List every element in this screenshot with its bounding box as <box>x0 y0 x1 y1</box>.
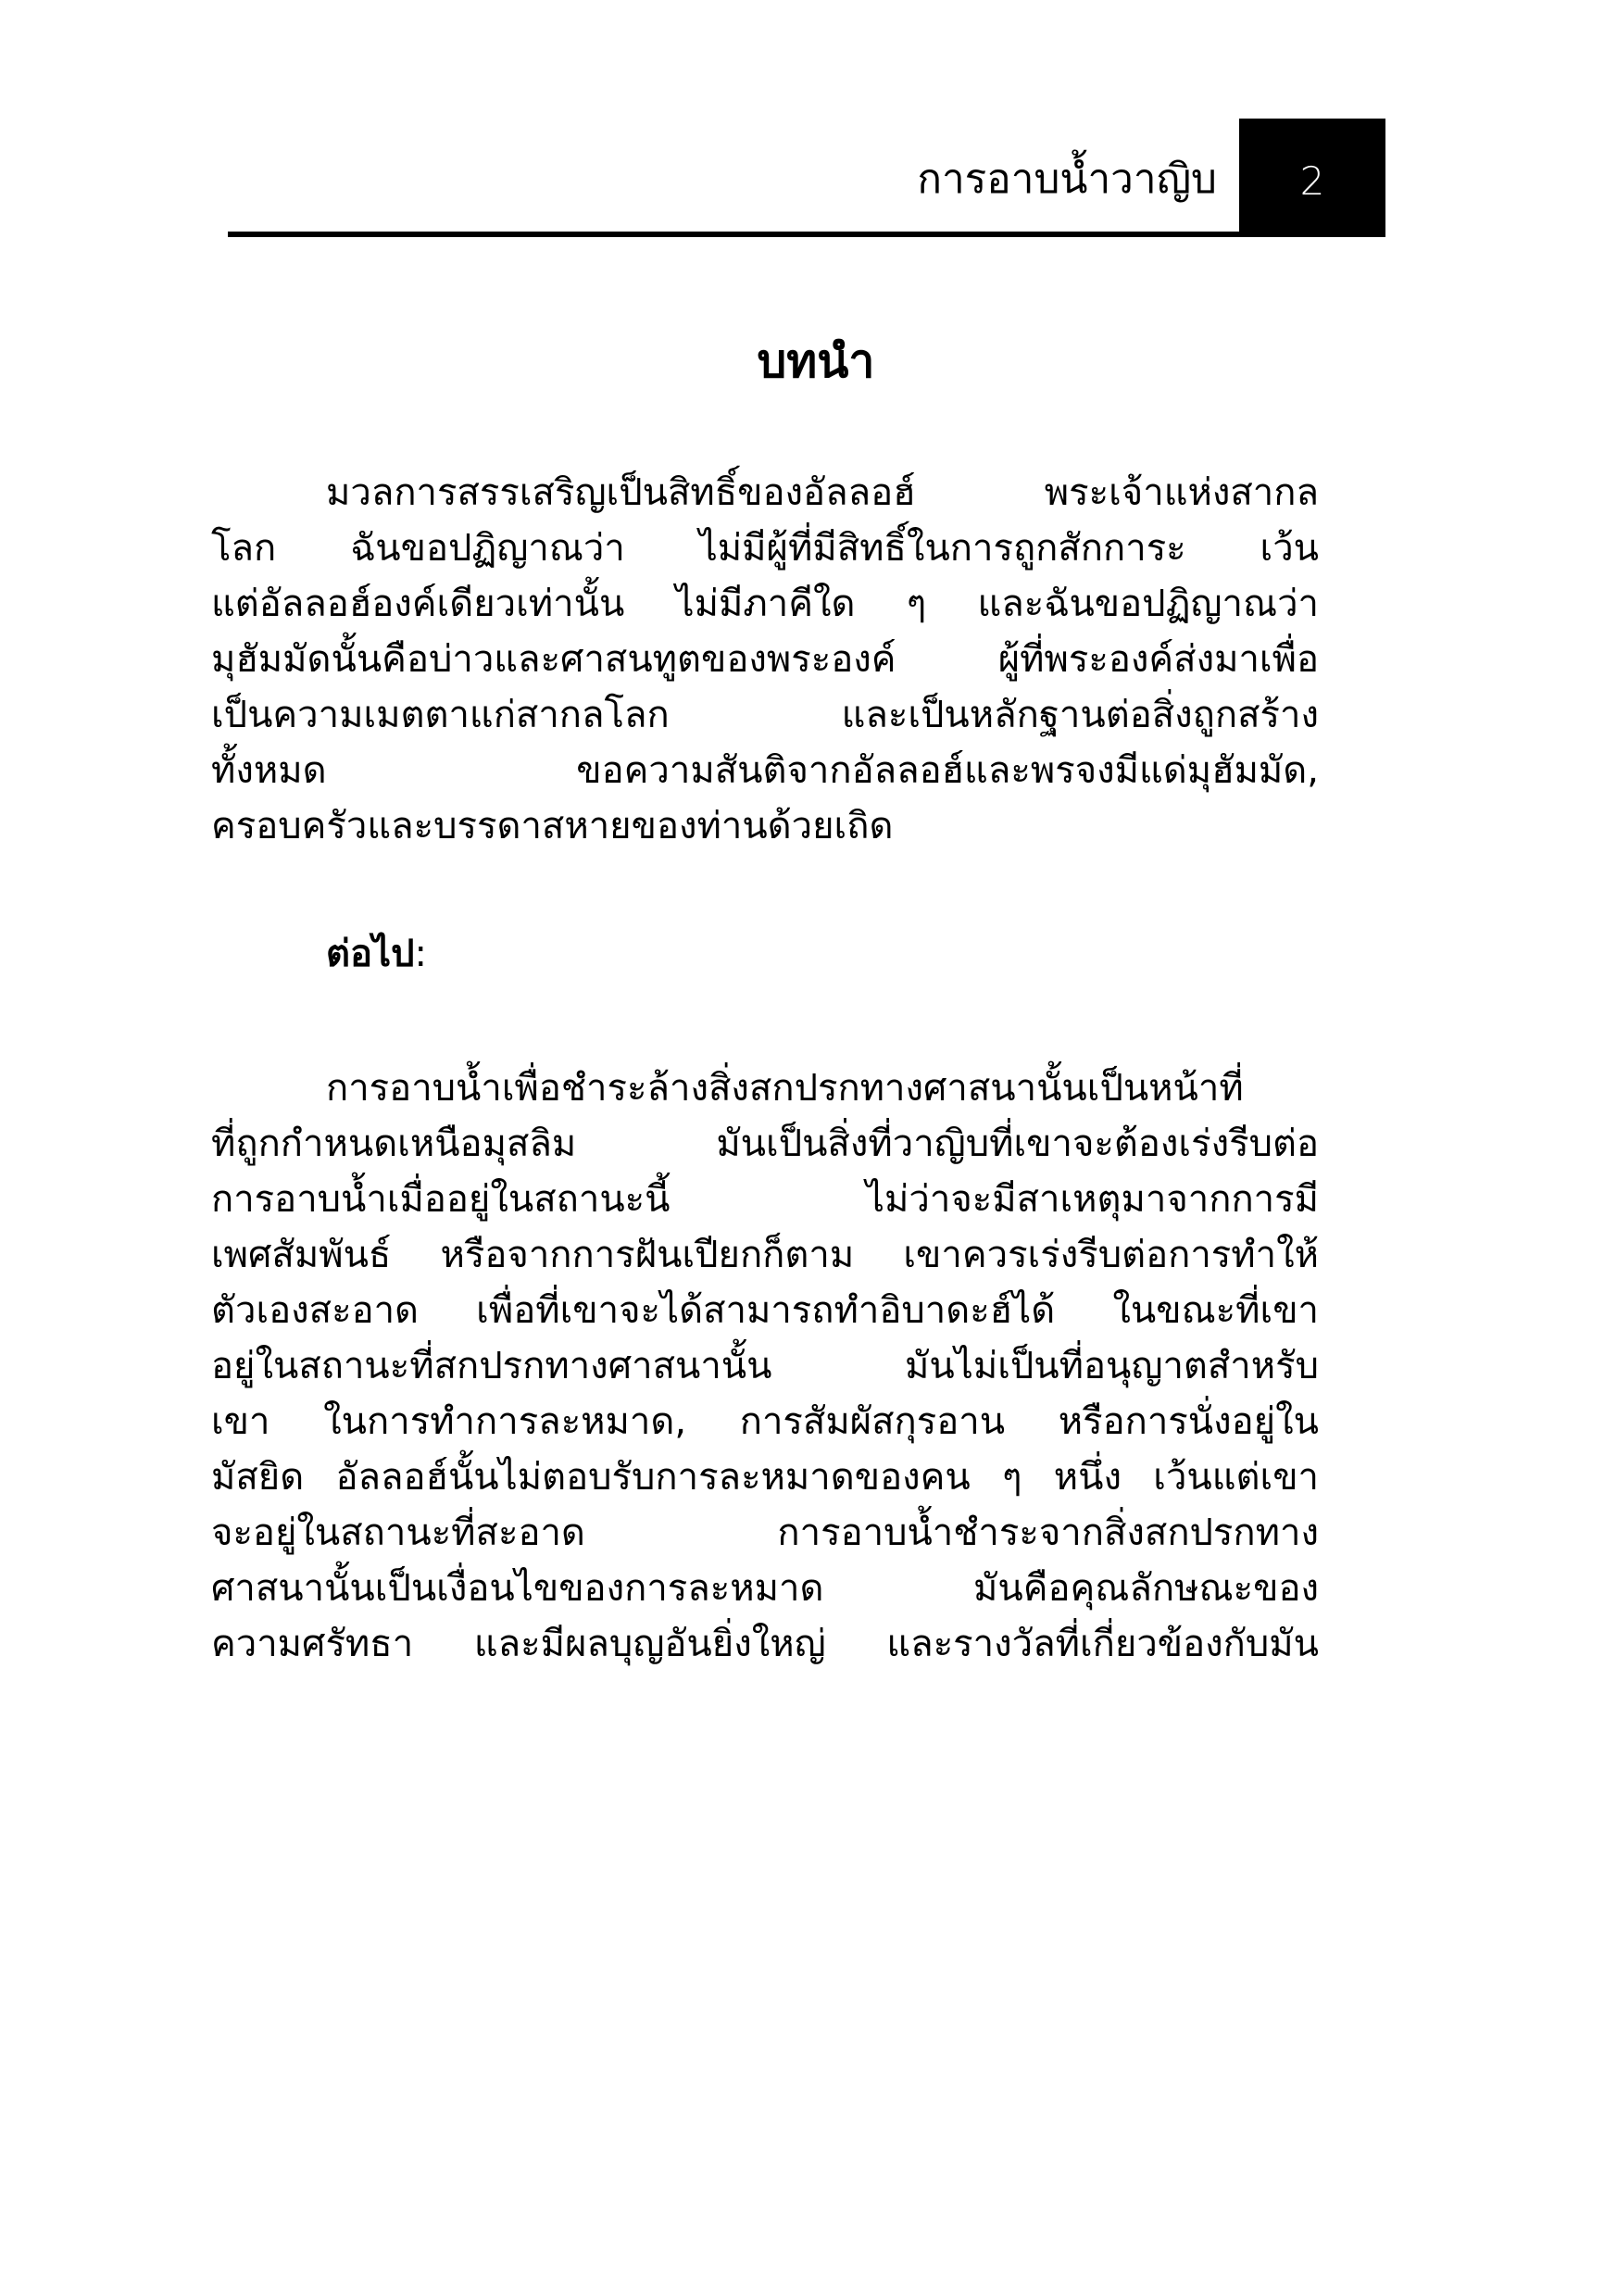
paragraph-line: ทั้งหมด ขอความสันติจากอัลลอฮ์และพรจงมีแด่มุฮัมมัด, <box>211 749 1319 792</box>
paragraph-line: แต่อัลลอฮ์องค์เดียวเท่านั้น ไม่มีภาคีใด ๆ และฉันขอปฏิญาณว่า <box>211 583 1319 625</box>
subheading-text: ต่อไป <box>326 933 415 975</box>
paragraph-line: ความศรัทธา และมีผลบุญอันยิ่งใหญ่ และรางวัลที่เกี่ยวข้องกับมัน <box>211 1623 1319 1665</box>
paragraph-line: มัสยิด อัลลอฮ์นั้นไม่ตอบรับการละหมาดของคน ๆ หนึ่ง เว้นแต่เขา <box>211 1456 1319 1499</box>
paragraph-line: จะอยู่ในสถานะที่สะอาด การอาบน้ำชำระจากสิ่งสกปรกทาง <box>211 1512 1319 1554</box>
intro-paragraph <box>211 465 1319 854</box>
subheading <box>326 926 1319 982</box>
paragraph-line: ตัวเองสะอาด เพื่อที่เขาจะได้สามารถทำอิบาดะฮ์ได้ ในขณะที่เขา <box>211 1289 1319 1332</box>
paragraph-line: ศาสนานั้นเป็นเงื่อนไขของการละหมาด มันคือคุณลักษณะของ <box>211 1567 1319 1610</box>
paragraph-line: การอาบน้ำเพื่อชำระล้างสิ่งสกปรกทางศาสนานั้นเป็นหน้าที่ <box>326 1067 1244 1110</box>
paragraph-line: มวลการสรรเสริญเป็นสิทธิ์ของอัลลอฮ์ พระเจ้าแห่งสากล <box>326 471 1319 514</box>
page-number: 2 <box>1299 158 1325 204</box>
paragraph-line: การอาบน้ำเมื่ออยู่ในสถานะนี้ ไม่ว่าจะมีสาเหตุมาจากการมี <box>211 1178 1319 1221</box>
page-content <box>211 315 1319 1672</box>
paragraph-line: ที่ถูกกำหนดเหนือมุสลิม มันเป็นสิ่งที่วาญิบที่เขาจะต้องเร่งรีบต่อ <box>211 1123 1319 1165</box>
header-rule-divider <box>228 232 1239 237</box>
paragraph-line: เขา ในการทำการละหมาด, การสัมผัสกุรอาน หรือการนั่งอยู่ใน <box>211 1400 1319 1443</box>
paragraph-line: โลก ฉันขอปฏิญาณว่า ไม่มีผู้ที่มีสิทธิ์ในการถูกสักการะ เว้น <box>211 527 1319 570</box>
running-title: การอาบน้ำวาญิบ <box>917 156 1217 203</box>
paragraph-line: อยู่ในสถานะที่สกปรกทางศาสนานั้น มันไม่เป็นที่อนุญาตสำหรับ <box>211 1345 1319 1387</box>
paragraph-line: เป็นความเมตตาแก่สากลโลก และเป็นหลักฐานต่อสิ่งถูกสร้าง <box>211 694 1319 736</box>
subheading-colon: : <box>414 933 427 975</box>
paragraph-line: ครอบครัวและบรรดาสหายของท่านด้วยเถิด <box>211 805 894 847</box>
page-number-box <box>1239 119 1385 237</box>
chapter-title: บทนำ <box>757 334 875 388</box>
page-header <box>228 119 1385 237</box>
body-paragraph <box>211 1060 1319 1672</box>
paragraph-line: เพศสัมพันธ์ หรือจากการฝันเปียกก็ตาม เขาควรเร่งรีบต่อการทำให้ <box>211 1234 1319 1276</box>
paragraph-line: มุฮัมมัดนั้นคือบ่าวและศาสนทูตของพระองค์ ผู้ที่พระองค์ส่งมาเพื่อ <box>211 638 1319 681</box>
